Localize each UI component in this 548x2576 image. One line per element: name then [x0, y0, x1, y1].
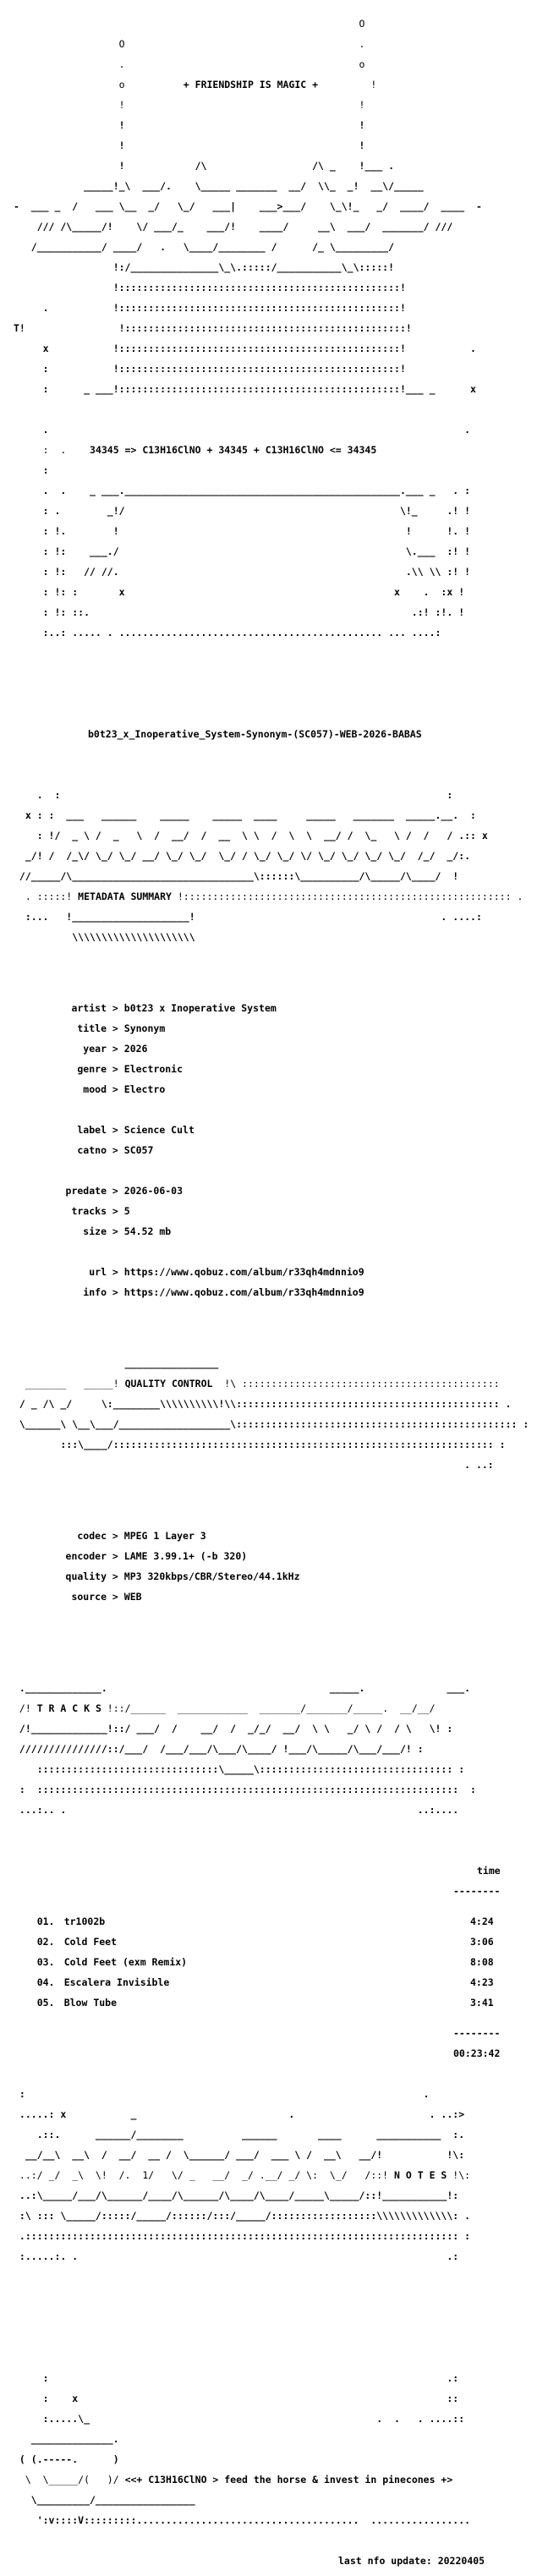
metadata-row: genre > Electronic: [14, 1064, 541, 1074]
metadata-row: size > 54.52 mb: [14, 1226, 541, 1236]
ascii-art: \______\ \__\___/___________________\:::::::::::::::::::::::::::::::::::::::::::::::: :: [14, 1418, 529, 1430]
track-row: [14, 1916, 541, 1927]
ascii-art: ! /\ /\ _ !___ .: [14, 160, 395, 172]
metadata-label: year: [83, 1043, 107, 1055]
metadata-value: Electronic: [123, 1063, 184, 1075]
ascii-art: /!_____________!::/ ___/ / __/ / _/_/ __/ \ \ _/ \ / / \ \! :: [14, 1723, 453, 1735]
track-row: [14, 1957, 541, 1967]
track-row: [14, 1977, 541, 1987]
track-list: [14, 1906, 541, 2018]
track-row: [14, 1937, 541, 1947]
ascii-art: _______ _____! QUALITY CONTROL !\ ::::::::::::::::::::::::::::::::::::::::::::: [14, 1378, 500, 1389]
quality-value: WEB: [123, 1591, 142, 1603]
time-rule: --------: [453, 2027, 501, 2039]
ascii-art: : !/ _ \ / _ \ / __/ / __ \ \ / \ \ __/ / \_ \ / / / .:: x: [14, 830, 488, 841]
track-time: 4:23: [470, 1976, 494, 1988]
metadata-row: tracks > 5: [14, 1206, 541, 1216]
time-column-header: time: [477, 1865, 501, 1877]
total-time: 00:23:42: [453, 2047, 501, 2059]
metadata-row: artist > b0t23 x Inoperative System: [14, 1003, 541, 1013]
track-title: Escalera Invisible: [63, 1976, 170, 1988]
track-title: Blow Tube: [63, 1997, 118, 2009]
track-row: [14, 1998, 541, 2008]
ascii-art: ________________: [14, 1357, 219, 1369]
track-number: 05.: [36, 1997, 55, 2009]
metadata-row: mood > Electro: [14, 1084, 541, 1094]
ascii-art: . !::::::::::::::::::::::::::::::::::::::::::::::::!: [14, 302, 406, 314]
metadata-label: url: [89, 1266, 107, 1278]
quality-label: encoder: [65, 1550, 107, 1562]
metadata-label: artist: [71, 1002, 107, 1014]
ascii-art: ':v::::V:::::::::...................................... .................: [14, 2514, 471, 2526]
metadata-label: size: [83, 1225, 107, 1237]
metadata-value: 5: [123, 1205, 130, 1217]
ascii-art: : _ ___!::::::::::::::::::::::::::::::::::::::::::::::::!___ _ x: [14, 383, 476, 395]
ascii-art: :.....\_ . . . ....::: [14, 2413, 465, 2425]
track-number: 04.: [36, 1976, 55, 1988]
quality-row: quality > MP3 320kbps/CBR/Stereo/44.1kHz: [14, 1571, 541, 1581]
metadata-value: 54.52 mb: [123, 1225, 172, 1237]
header-slogan: + FRIENDSHIP IS MAGIC +: [183, 79, 319, 90]
url-link[interactable]: https://www.qobuz.com/album/r33qh4mdnnio9: [123, 1266, 364, 1278]
ascii-art: : :::::::::::::::::::::::::::::::::::::::::::::::::::::::::::::::::::::::: :: [14, 1784, 476, 1795]
metadata-row: info > https://www.qobuz.com/album/r33qh4mdnnio9: [14, 1287, 541, 1297]
metadata-label: predate: [65, 1185, 107, 1197]
track-time: 4:24: [470, 1916, 494, 1927]
quality-value: MP3 320kbps/CBR/Stereo/44.1kHz: [123, 1570, 300, 1582]
ascii-art: . .: [14, 424, 471, 436]
metadata-value: Synonym: [123, 1022, 166, 1034]
metadata-label: mood: [83, 1083, 107, 1095]
track-title: tr1002b: [63, 1916, 106, 1927]
ascii-art: x !::::::::::::::::::::::::::::::::::::::::::::::::! .: [14, 343, 476, 354]
track-number: 03.: [36, 1956, 55, 1968]
release-name: b0t23_x_Inoperative_System-Synonym-(SC057)-WEB-2026-BABAS: [88, 728, 422, 740]
ascii-art: : !: ___./ \.___ :! !: [14, 545, 471, 557]
ascii-art: : .:: [14, 2372, 459, 2384]
ascii-art: _____!_\ ___/. \_____ _______ __/ \\_ _! __\/_____: [14, 180, 424, 192]
quality-list: [14, 1521, 541, 1612]
metadata-label: tracks: [71, 1205, 107, 1217]
ascii-art: /! T R A C K S !::/______ ____________ _______/_______/_____. __/__/: [14, 1702, 436, 1714]
quality-label: codec: [77, 1530, 107, 1542]
metadata-row: year > 2026: [14, 1044, 541, 1054]
ascii-art: /___________/ ____/ . \____/________ / /_ \_________/: [14, 241, 395, 253]
ascii-art: : .: [14, 2088, 430, 2100]
ascii-art: :..: ..... . ............................................. ... ....:: [14, 627, 441, 639]
ascii-art: O .: [14, 38, 365, 50]
ascii-art: .::. ______/________ ______ ____ ___________ :.: [14, 2129, 465, 2140]
ascii-art: . o: [14, 58, 365, 70]
ascii-art: ! !: [14, 140, 365, 151]
notes-tagline: <<+ C13H16ClNO > feed the horse & invest in pinecones +>: [124, 2474, 453, 2486]
ascii-art: __/__\ __\ / __/ __ / \______/ ___/ ___ \ / __\ __/! !\:: [14, 2149, 465, 2161]
ascii-art: : !: ::. .:! :!. !: [14, 606, 465, 618]
metadata-value: Science Cult: [123, 1124, 195, 1136]
quality-row: codec > MPEG 1 Layer 3: [14, 1531, 541, 1541]
time-rule: --------: [453, 1885, 501, 1897]
metadata-banner: METADATA SUMMARY: [78, 891, 172, 902]
metadata-label: label: [77, 1124, 107, 1136]
metadata-value: b0t23 x Inoperative System: [123, 1002, 277, 1014]
metadata-row: catno > SC057: [14, 1145, 541, 1155]
header-formula: 34345 => C13H16ClNO + 34345 + C13H16ClNO <= 34345: [90, 444, 377, 456]
quality-label: source: [71, 1591, 107, 1603]
ascii-art: O: [14, 18, 365, 30]
ascii-art: ...:.. . ..:....: [14, 1804, 459, 1816]
ascii-art: :.....:. . .:: [14, 2250, 459, 2262]
metadata-value: 2026-06-03: [123, 1185, 184, 1197]
metadata-label: title: [77, 1022, 107, 1034]
quality-row: source > WEB: [14, 1592, 541, 1602]
metadata-value: Electro: [123, 1083, 166, 1095]
ascii-art: \ \_____/( )/ <<+ C13H16ClNO > feed the horse & invest in pinecones +>: [14, 2474, 453, 2486]
ascii-art: . ..:: [14, 1459, 494, 1471]
metadata-value: SC057: [123, 1144, 154, 1156]
metadata-row: title > Synonym: [14, 1023, 541, 1033]
metadata-row: predate > 2026-06-03: [14, 1186, 541, 1196]
ascii-art: \\\\\\\\\\\\\\\\\\\\\: [14, 931, 195, 943]
ascii-art: !::::::::::::::::::::::::::::::::::::::::::::::::!: [14, 282, 406, 293]
track-time: 3:06: [470, 1936, 494, 1948]
ascii-art: / _ /\ _/ \:________\\\\\\\\\\!\\::::::::::::::::::::::::::::::::::::::::::::: .: [14, 1398, 512, 1410]
ascii-art: . : :: [14, 789, 453, 801]
ascii-art: ! !: [14, 119, 365, 131]
quality-value: MPEG 1 Layer 3: [123, 1530, 206, 1542]
quality-value: LAME 3.99.1+ (-b 320): [123, 1550, 248, 1562]
metadata-label: catno: [77, 1144, 107, 1156]
ascii-art: :\ ::: \_____/:::::/_____/::::::/:::/_____/::::::::::::::::::\\\\\\\\\\\\\: .: [14, 2210, 471, 2222]
ascii-art: : !: // //. .\\ \\ :! !: [14, 566, 471, 578]
ascii-art: : !. ! ! !. !: [14, 525, 471, 537]
ascii-art: : !: : x x . :x !: [14, 586, 465, 598]
tracks-banner: T R A C K S: [36, 1702, 101, 1714]
ascii-art: : . 34345 => C13H16ClNO + 34345 + C13H16ClNO <= 34345: [14, 444, 377, 456]
ascii-art: x : : ___ ______ _____ _____ ____ _____ _______ _____.__. :: [14, 809, 476, 821]
ascii-art: ( (.-----. ): [14, 2453, 119, 2465]
info-link[interactable]: https://www.qobuz.com/album/r33qh4mdnnio9: [123, 1286, 364, 1298]
ascii-art: //_____/\_______________________________\::::::\__________/\_____/\____/ !: [14, 870, 459, 882]
ascii-art: ______________.: [14, 2433, 119, 2445]
track-number: 01.: [36, 1916, 55, 1927]
quality-label: quality: [65, 1570, 107, 1582]
ascii-art: .....: x _ . . ..:>: [14, 2108, 465, 2120]
track-time: 8:08: [470, 1956, 494, 1968]
last-update: last nfo update: 20220405: [338, 2555, 485, 2567]
ascii-art: !:/_______________\_\.:::::/___________\_\:::::!: [14, 261, 395, 273]
track-number: 02.: [36, 1936, 55, 1948]
track-title: Cold Feet: [63, 1936, 118, 1948]
ascii-art: ..:\_____/___/\______/____/\______/\____/\____/_____\_____/::!___________!:: [14, 2190, 459, 2201]
track-title: Cold Feet (exm Remix): [63, 1956, 188, 1968]
metadata-list: [14, 993, 541, 1307]
notes-banner: N O T E S: [394, 2169, 447, 2181]
ascii-art: :... !____________________! . ....:: [14, 911, 482, 923]
ascii-art: : x ::: [14, 2392, 459, 2404]
metadata-label: genre: [77, 1063, 107, 1075]
ascii-art: . . _ ___._______________________________________________.___ _ . :: [14, 485, 471, 496]
metadata-value: 2026: [123, 1043, 148, 1055]
ascii-art: ! !: [14, 99, 365, 111]
ascii-art: ._____________. _____. ___.: [14, 1682, 471, 1694]
ascii-art: :::::::::::::::::::::::::::::::\_____\::::::::::::::::::::::::::::::::: :: [14, 1763, 465, 1775]
ascii-art: _/! / /_\/ \_/ \_/ __/ \_/ \_/ \_/ / \_/ \_/ \/ \_/ \_/ \_/ \_/ /_/ _/:.: [14, 850, 471, 862]
ascii-art: :: [14, 464, 49, 476]
ascii-art: . :::::! METADATA SUMMARY !:::::::::::::::::::::::::::::::::::::::::::::::::::::::: .: [14, 891, 523, 902]
ascii-art: o + FRIENDSHIP IS MAGIC + !: [14, 79, 377, 90]
track-time: 3:41: [470, 1997, 494, 2009]
ascii-art: :::\____/::::::::::::::::::::::::::::::::::::::::::::::::::::::::::::::::: :: [14, 1439, 506, 1450]
ascii-art: ..:/ _/ _\ \! /. 1/ \/ _ __/ _/ .__/ _/ \: \_/ /::! N O T E S !\:: [14, 2169, 476, 2181]
quality-banner: QUALITY CONTROL: [124, 1378, 213, 1389]
metadata-label: info: [83, 1286, 107, 1298]
quality-row: encoder > LAME 3.99.1+ (-b 320): [14, 1551, 541, 1561]
ascii-art: ///////////////::/___/ /___/___/\___/\____/ !___/\_____/\___/___/! :: [14, 1743, 424, 1755]
ascii-art: - ___ _ / ___ \__ _/ \_/ ___| ___>___/ \_\!_ _/ ____/ ____ -: [14, 200, 482, 212]
metadata-row: url > https://www.qobuz.com/album/r33qh4mdnnio9: [14, 1267, 541, 1277]
metadata-row: label > Science Cult: [14, 1125, 541, 1135]
ascii-art: T! !::::::::::::::::::::::::::::::::::::::::::::::::!: [14, 322, 412, 334]
nfo-document: [14, 8, 541, 2576]
ascii-art: : . _!/ \!_ .! !: [14, 505, 471, 517]
ascii-art: .:::::::::::::::::::::::::::::::::::::::::::::::::::::::::::::::::::::::::: :: [14, 2230, 471, 2242]
ascii-art: : !::::::::::::::::::::::::::::::::::::::::::::::::!: [14, 363, 406, 375]
ascii-art: /// /\_____/! \/ ___/_ ___/! ____/ __\ ___/ _______/ ///: [14, 221, 453, 233]
ascii-art: \_________/_________________: [14, 2494, 195, 2506]
